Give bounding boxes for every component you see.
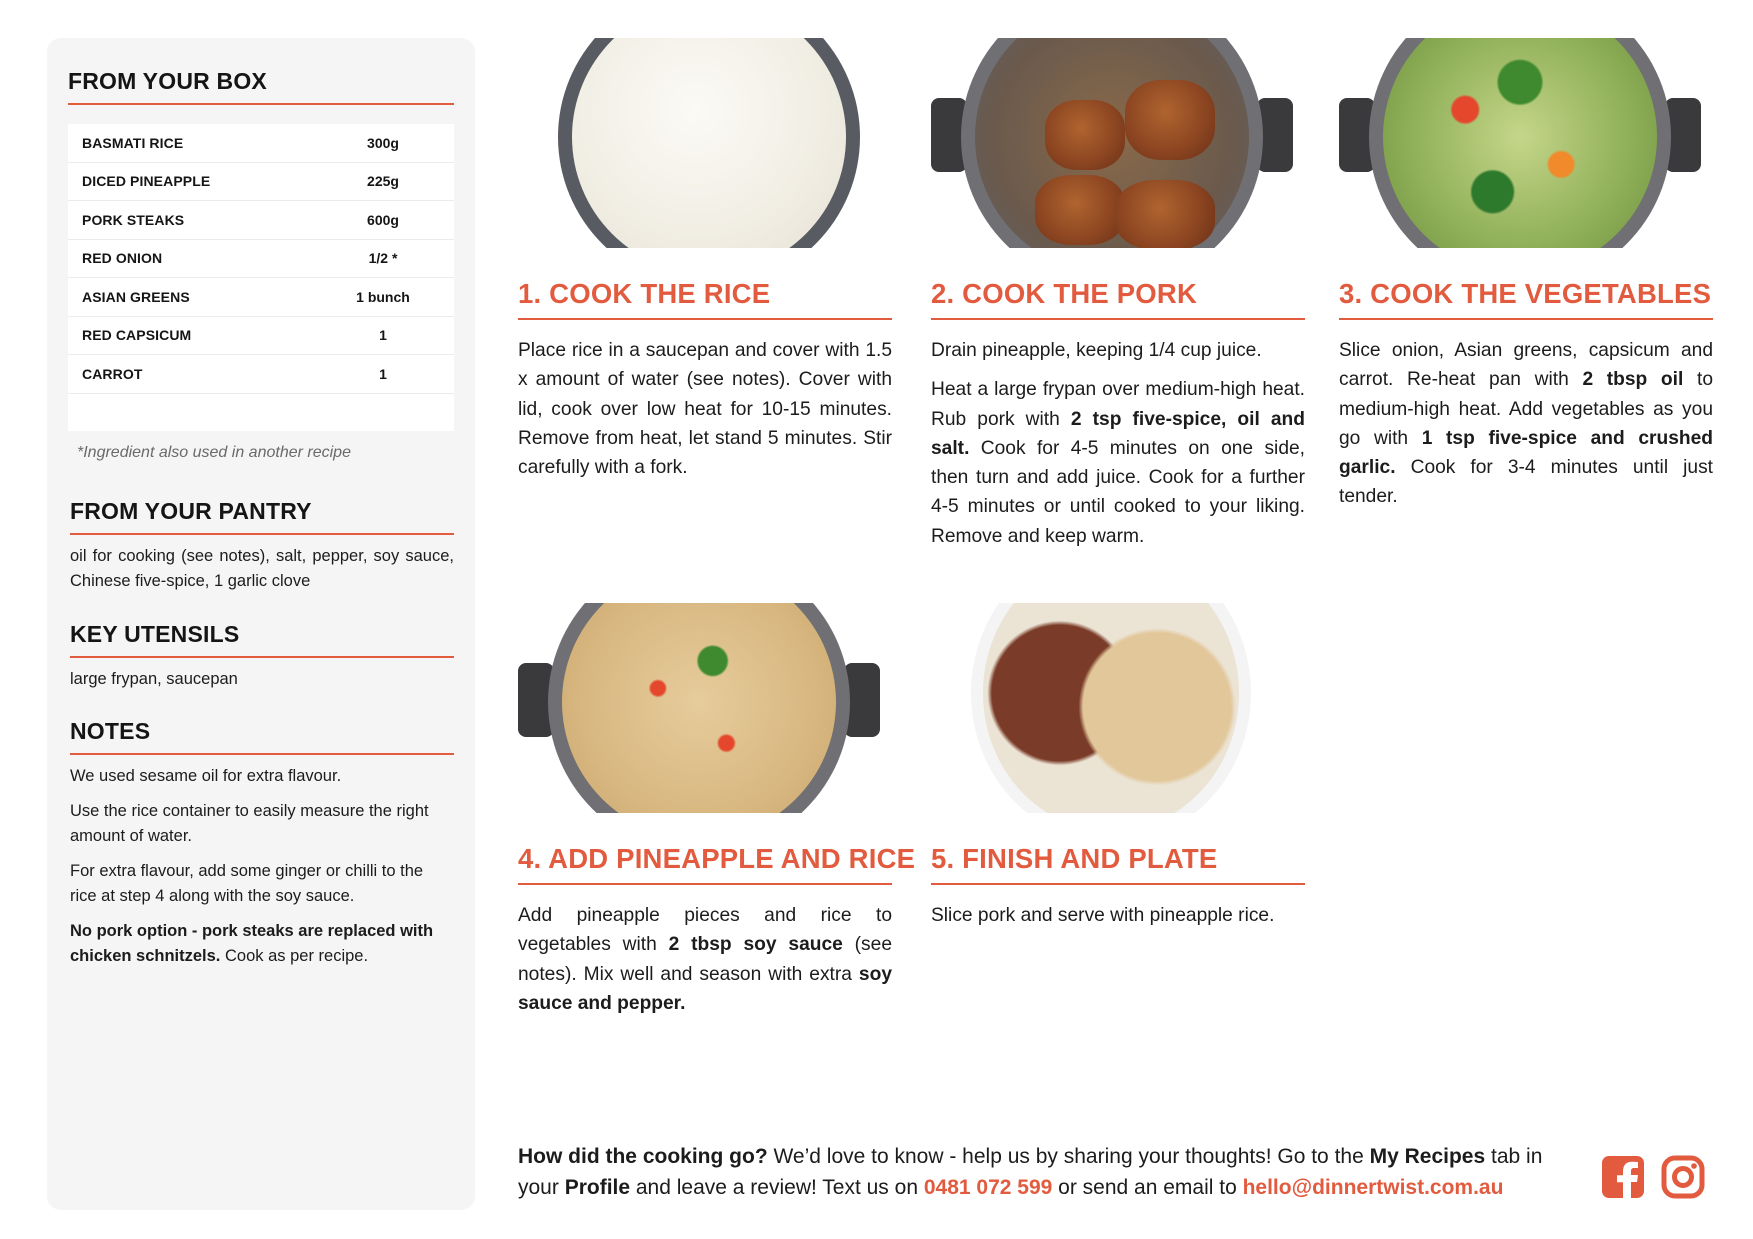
step-text-bold: 2 tsp five-spice, oil and salt.	[931, 408, 1306, 459]
step-text-bold: soy sauce and pepper.	[518, 963, 892, 1014]
step-text: Cook for 4-5 minutes on one side, then turn and add juice. Cook for a further 4-5 minutes or until cooked to your liking. Remove and keep warm.	[931, 437, 1305, 547]
email-link[interactable]: hello@dinnertwist.com.au	[1242, 1176, 1504, 1199]
step-text: to medium-high heat. Add vegetables as you go with	[1339, 369, 1713, 449]
step-5-body: Slice pork and serve with pineapple rice.	[931, 905, 1275, 926]
feedback-footer	[518, 1141, 1578, 1203]
footer-text: and leave a review! Text us on	[630, 1176, 924, 1199]
step-text: Slice onion, Asian greens, capsicum and carrot. Re-heat pan with	[1339, 340, 1713, 391]
step-1-photo	[518, 38, 880, 248]
table-row	[68, 124, 454, 163]
ingredient-qty: 600g	[367, 211, 399, 228]
ingredient-name: RED CAPSICUM	[82, 327, 192, 344]
utensils-title: KEY UTENSILS	[70, 621, 240, 647]
step-2-body	[931, 336, 1305, 551]
step-text: (see notes). Mix well and season with extra	[518, 934, 892, 985]
step-text: Heat a large frypan over medium-high heat. Rub pork with	[931, 379, 1305, 430]
note-item: Use the rice container to easily measure the right amount of water.	[70, 802, 429, 845]
ingredient-qty: 300g	[367, 134, 399, 151]
note-item	[70, 919, 454, 969]
ingredient-name: ASIAN GREENS	[82, 288, 190, 305]
box-title-rule	[68, 103, 454, 105]
facebook-icon[interactable]	[1601, 1155, 1645, 1199]
footer-text: We’d love to know - help us by sharing your thoughts! Go to the	[767, 1145, 1370, 1168]
step-5-photo	[931, 603, 1293, 813]
ingredient-name: CARROT	[82, 365, 143, 382]
ingredient-name: BASMATI RICE	[82, 134, 184, 151]
note-item: We used sesame oil for extra flavour.	[70, 767, 342, 785]
step-1	[518, 278, 892, 482]
ingredient-name: RED ONION	[82, 250, 163, 267]
phone-link[interactable]: 0481 072 599	[923, 1176, 1053, 1199]
step-4-title: 4. ADD PINEAPPLE AND RICE	[518, 843, 916, 874]
pantry-text: oil for cooking (see notes), salt, pepper, soy sauce, Chinese five-spice, 1 garlic clove	[70, 547, 454, 590]
note-item: For extra flavour, add some ginger or chilli to the rice at step 4 along with the soy sauce.	[70, 862, 424, 905]
step-4	[518, 843, 916, 1018]
ingredient-qty: 1	[379, 365, 387, 382]
pantry-title: FROM YOUR PANTRY	[70, 498, 312, 524]
notes-title-rule	[70, 753, 454, 755]
utensils-text: large frypan, saucepan	[70, 670, 238, 688]
notes-title: NOTES	[70, 718, 151, 744]
ingredient-name: DICED PINEAPPLE	[82, 173, 211, 190]
table-row	[68, 240, 454, 279]
box-title: FROM YOUR BOX	[68, 68, 267, 94]
step-4-body	[518, 901, 892, 1018]
step-2	[931, 278, 1305, 551]
ingredient-name: PORK STEAKS	[82, 211, 185, 228]
footer-question: How did the cooking go?	[518, 1145, 768, 1168]
step-4-rule	[518, 883, 892, 885]
step-text: Cook for 3-4 minutes until just tender.	[1339, 457, 1713, 508]
step-2-para: Drain pineapple, keeping 1/4 cup juice.	[931, 340, 1262, 361]
notes-text	[70, 764, 454, 979]
step-text: Add pineapple pieces and rice to vegetables with	[518, 905, 892, 956]
note-bold: No pork option - pork steaks are replaced with chicken schnitzels.	[70, 922, 434, 965]
step-text-bold: 2 tbsp soy sauce	[668, 934, 843, 956]
step-4-photo	[518, 603, 880, 813]
step-3-rule	[1339, 318, 1713, 320]
table-row	[68, 163, 454, 202]
step-3-title: 3. COOK THE VEGETABLES	[1339, 278, 1712, 309]
step-2-rule	[931, 318, 1305, 320]
step-1-title: 1. COOK THE RICE	[518, 278, 771, 309]
ingredient-qty: 1/2 *	[368, 250, 398, 267]
footer-profile: Profile	[564, 1176, 631, 1199]
step-1-rule	[518, 318, 892, 320]
ingredient-footnote: *Ingredient also used in another recipe	[77, 444, 351, 461]
step-text-bold: 2 tbsp oil	[1582, 369, 1684, 391]
table-row	[68, 355, 454, 394]
instagram-icon[interactable]	[1661, 1155, 1705, 1199]
ingredient-qty: 225g	[367, 173, 399, 190]
footer-text: or send an email to	[1052, 1176, 1243, 1199]
table-row	[68, 278, 454, 317]
pantry-title-rule	[70, 533, 454, 535]
note-rest: Cook as per recipe.	[220, 947, 369, 965]
step-5	[931, 843, 1305, 930]
step-1-body: Place rice in a saucepan and cover with 1.5 x amount of water (see notes). Cover with lid, cook over low heat for 10-15 minutes. Remove from heat, let stand 5 minutes. Stir carefully with a fork.	[518, 340, 892, 479]
step-2-para	[931, 375, 1305, 551]
table-row	[68, 317, 454, 356]
footer-text: tab in your	[518, 1145, 1543, 1199]
utensils-title-rule	[70, 656, 454, 658]
footer-my-recipes: My Recipes	[1369, 1145, 1486, 1168]
step-2-photo	[931, 38, 1293, 248]
table-row-empty	[68, 394, 454, 433]
ingredient-qty: 1 bunch	[356, 288, 410, 305]
ingredient-qty: 1	[379, 327, 387, 344]
step-5-title: 5. FINISH AND PLATE	[931, 843, 1218, 874]
step-text-bold: 1 tsp five-spice and crushed garlic.	[1339, 427, 1713, 479]
step-5-rule	[931, 883, 1305, 885]
table-row	[68, 201, 454, 240]
step-2-title: 2. COOK THE PORK	[931, 278, 1198, 309]
ingredients-panel	[47, 38, 475, 1210]
step-3-body	[1339, 336, 1713, 512]
step-3-photo	[1339, 38, 1701, 248]
step-3	[1339, 278, 1713, 512]
ingredient-table	[68, 124, 454, 431]
